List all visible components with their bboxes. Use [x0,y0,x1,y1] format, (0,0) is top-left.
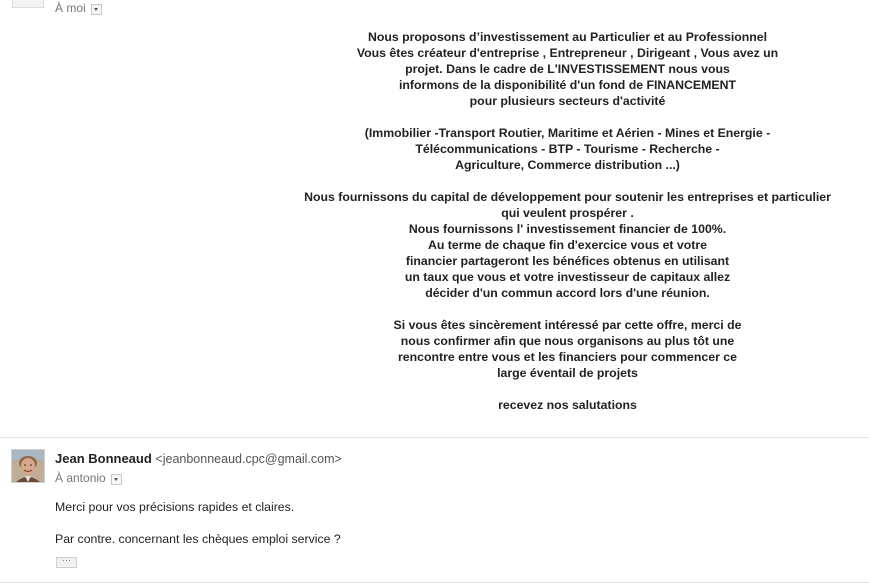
blank-line [220,173,869,189]
message-paragraph: Par contre. concernant les chèques emploi service ? [55,532,341,546]
sender-name[interactable]: Jean Bonneaud [55,451,152,466]
body-text-line: informons de la disponibilité d'un fond de FINANCEMENT [399,78,736,92]
blank-line [220,381,869,397]
show-trimmed-content-button[interactable]: ··· [56,557,77,568]
body-text-line: Au terme de chaque fin d'exercice vous et votre [427,238,708,252]
sender-line [55,451,342,466]
body-text-line: rencontre entre vous et les financiers pour commencer ce [398,350,737,364]
blank-line [220,109,869,125]
body-text-line: recevez nos salutations [498,398,637,412]
body-text-line: financier partageront les bénéfices obtenus en utilisant [405,254,730,268]
body-text-line: projet. Dans le cadre de L'INVESTISSEMENT nous vous [405,62,730,76]
body-text-line: pour plusieurs secteurs d'activité [469,94,666,108]
email-message-2 [0,438,869,584]
body-text-line: Vous êtes créateur d'entreprise , Entrepreneur , Dirigeant , Vous avez un [356,46,779,60]
body-text-line: décider d'un commun accord lors d'une réunion. [425,286,710,300]
body-text-line: nous confirmer afin que nous organisons au plus tôt une [400,334,735,348]
body-text-line: Nous proposons d’investissement au Particulier et au Professionnel [367,30,768,44]
message-body [220,29,869,413]
avatar [12,0,44,8]
body-text-line: Agriculture, Commerce distribution ...) [455,158,680,172]
message-divider [0,582,869,583]
body-text-line: Télécommunications - BTP - Tourisme - Recherche - [415,142,720,156]
message-paragraph: Merci pour vos précisions rapides et claires. [55,500,295,514]
recipient-label: À antonio [55,471,106,485]
body-text-line: (Immobilier -Transport Routier, Maritime et Aérien - Mines et Energie - [364,126,771,140]
body-text-line: Nous fournissons du capital de développement pour soutenir les entreprises et particulier [304,190,831,204]
recipient-row [55,1,102,15]
body-text-line: un taux que vous et votre investisseur de capitaux allez [404,270,731,284]
chevron-down-icon[interactable] [111,474,122,485]
chevron-down-icon[interactable] [91,4,102,15]
body-text-line: large éventail de projets [497,366,638,380]
recipient-label: À moi [55,1,86,15]
blank-line [220,301,869,317]
recipient-row [55,471,122,485]
sender-email: <jeanbonneaud.cpc@gmail.com> [155,452,342,466]
avatar[interactable] [11,449,45,483]
body-text-line: Nous fournissons l' investissement financier de 100%. [408,222,727,236]
body-text-line: qui veulent prospérer . [501,206,634,220]
body-text-line: Si vous êtes sincèrement intéressé par cette offre, merci de [393,318,742,332]
person-photo-icon [12,450,44,482]
